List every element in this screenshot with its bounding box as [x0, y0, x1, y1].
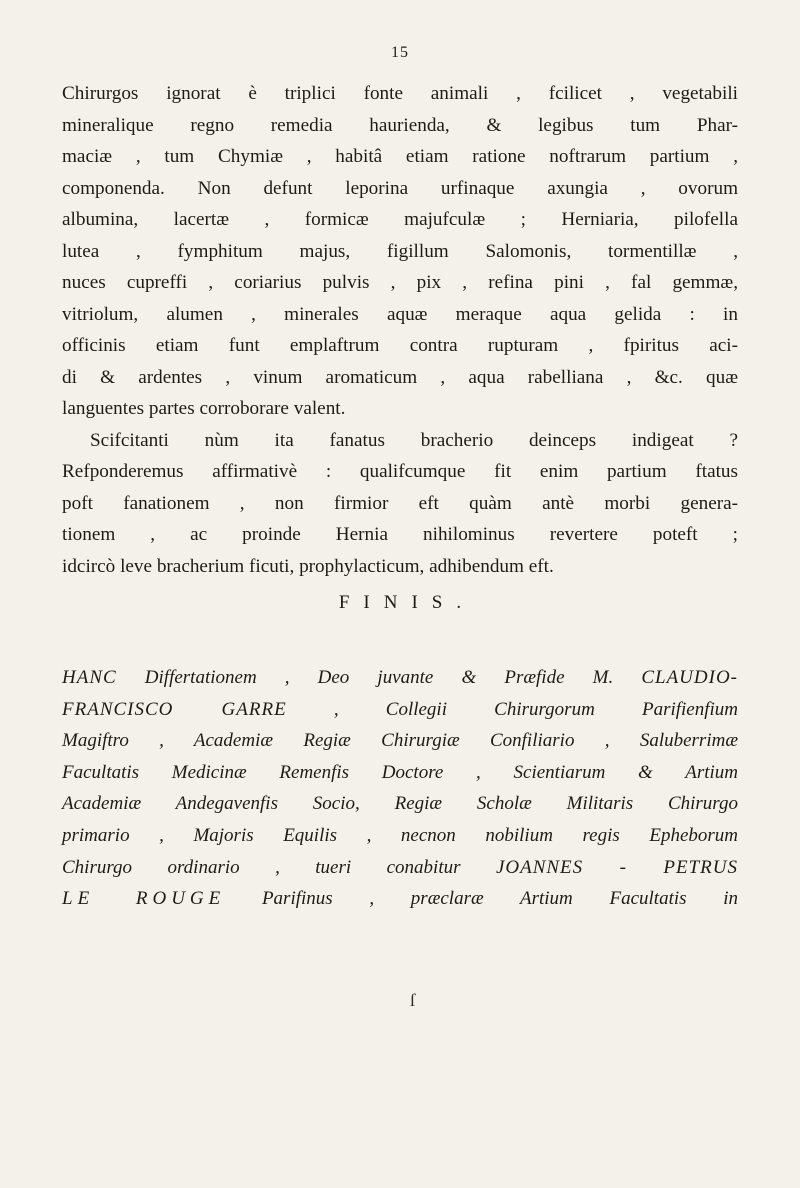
text-line: tionem , ac proinde Hernia nihilominus revertere poteft ; [62, 524, 738, 545]
dedication-caps: LE ROUGE [62, 888, 226, 910]
text-line: Refponderemus affirmativè : qualifcumque fit enim partium ftatus [62, 461, 738, 482]
dedication-line [62, 694, 738, 726]
dedication-line: primario , Majoris Equilis , necnon nobilium regis Epheborum [62, 824, 738, 846]
dedication-line: Academiæ Andegavenfis Socio, Regiæ Scholæ Militaris Chirurgo [62, 793, 738, 815]
dedication [62, 662, 738, 915]
text-line: lutea , fymphitum majus, figillum Salomonis, tormentillæ , [62, 240, 738, 262]
dedication-text: Chirurgo ordinario , tueri conabitur [62, 856, 496, 878]
text-line: officinis etiam funt emplaftrum contra rupturam , fpiritus aci- [62, 335, 738, 356]
stray-ink-mark: ſ [410, 990, 416, 1010]
dedication-text: Differtationem , Deo juvante & Præfide M. [116, 667, 642, 688]
text-line: albumina, lacertæ , formicæ majufculæ ; Herniaria, pilofella [62, 209, 738, 230]
text-line: idcircò leve bracherium ficuti, prophylacticum, adhibendum eft. [62, 555, 554, 577]
dedication-caps: JOANNES - PETRUS [495, 856, 738, 878]
dedication-caps: HANC [62, 667, 117, 688]
page-number: 15 [391, 44, 409, 61]
text-line: mineralique regno remedia haurienda, & legibus tum Phar- [62, 114, 738, 136]
text-line: nuces cupreffi , coriarius pulvis , pix , refina pini , fal gemmæ, [62, 272, 738, 293]
dedication-text: Parifinus , præclaræ Artium Facultatis in [225, 888, 738, 910]
text-line: vitriolum, alumen , minerales aquæ meraque aqua gelida : in [62, 303, 738, 325]
text-line: Scifcitanti nùm ita fanatus bracherio deinceps indigeat ? [90, 429, 738, 451]
body-text [62, 78, 738, 582]
text-line: poft fanationem , non firmior eft quàm antè morbi genera- [62, 492, 738, 514]
text-line: Chirurgos ignorat è triplici fonte animali , fcilicet , vegetabili [62, 83, 738, 104]
paragraph-bracherium [62, 425, 738, 583]
dedication-line [62, 662, 738, 694]
dedication-line [62, 852, 738, 884]
dedication-caps: CLAUDIO- [641, 667, 738, 688]
text-line: di & ardentes , vinum aromaticum , aqua rabelliana , &c. quæ [62, 366, 738, 388]
dedication-caps: FRANCISCO GARRE [62, 698, 287, 720]
text-line: maciæ , tum Chymiæ , habitâ etiam ratione noftrarum partium , [62, 146, 738, 167]
dedication-line: Magiftro , Academiæ Regiæ Chirurgiæ Confiliario , Saluberrimæ [62, 730, 738, 752]
paragraph-remedies [62, 78, 738, 425]
dedication-line [62, 883, 738, 915]
text-line: componenda. Non defunt leporina urfinaque axungia , ovorum [62, 177, 738, 199]
dedication-line: Facultatis Medicinæ Remenfis Doctore , Scientiarum & Artium [62, 761, 738, 783]
finis-heading: FINIS. [338, 592, 476, 613]
text-line: languentes partes corroborare valent. [62, 398, 346, 419]
dedication-text: , Collegii Chirurgorum Parifienfium [286, 698, 739, 720]
